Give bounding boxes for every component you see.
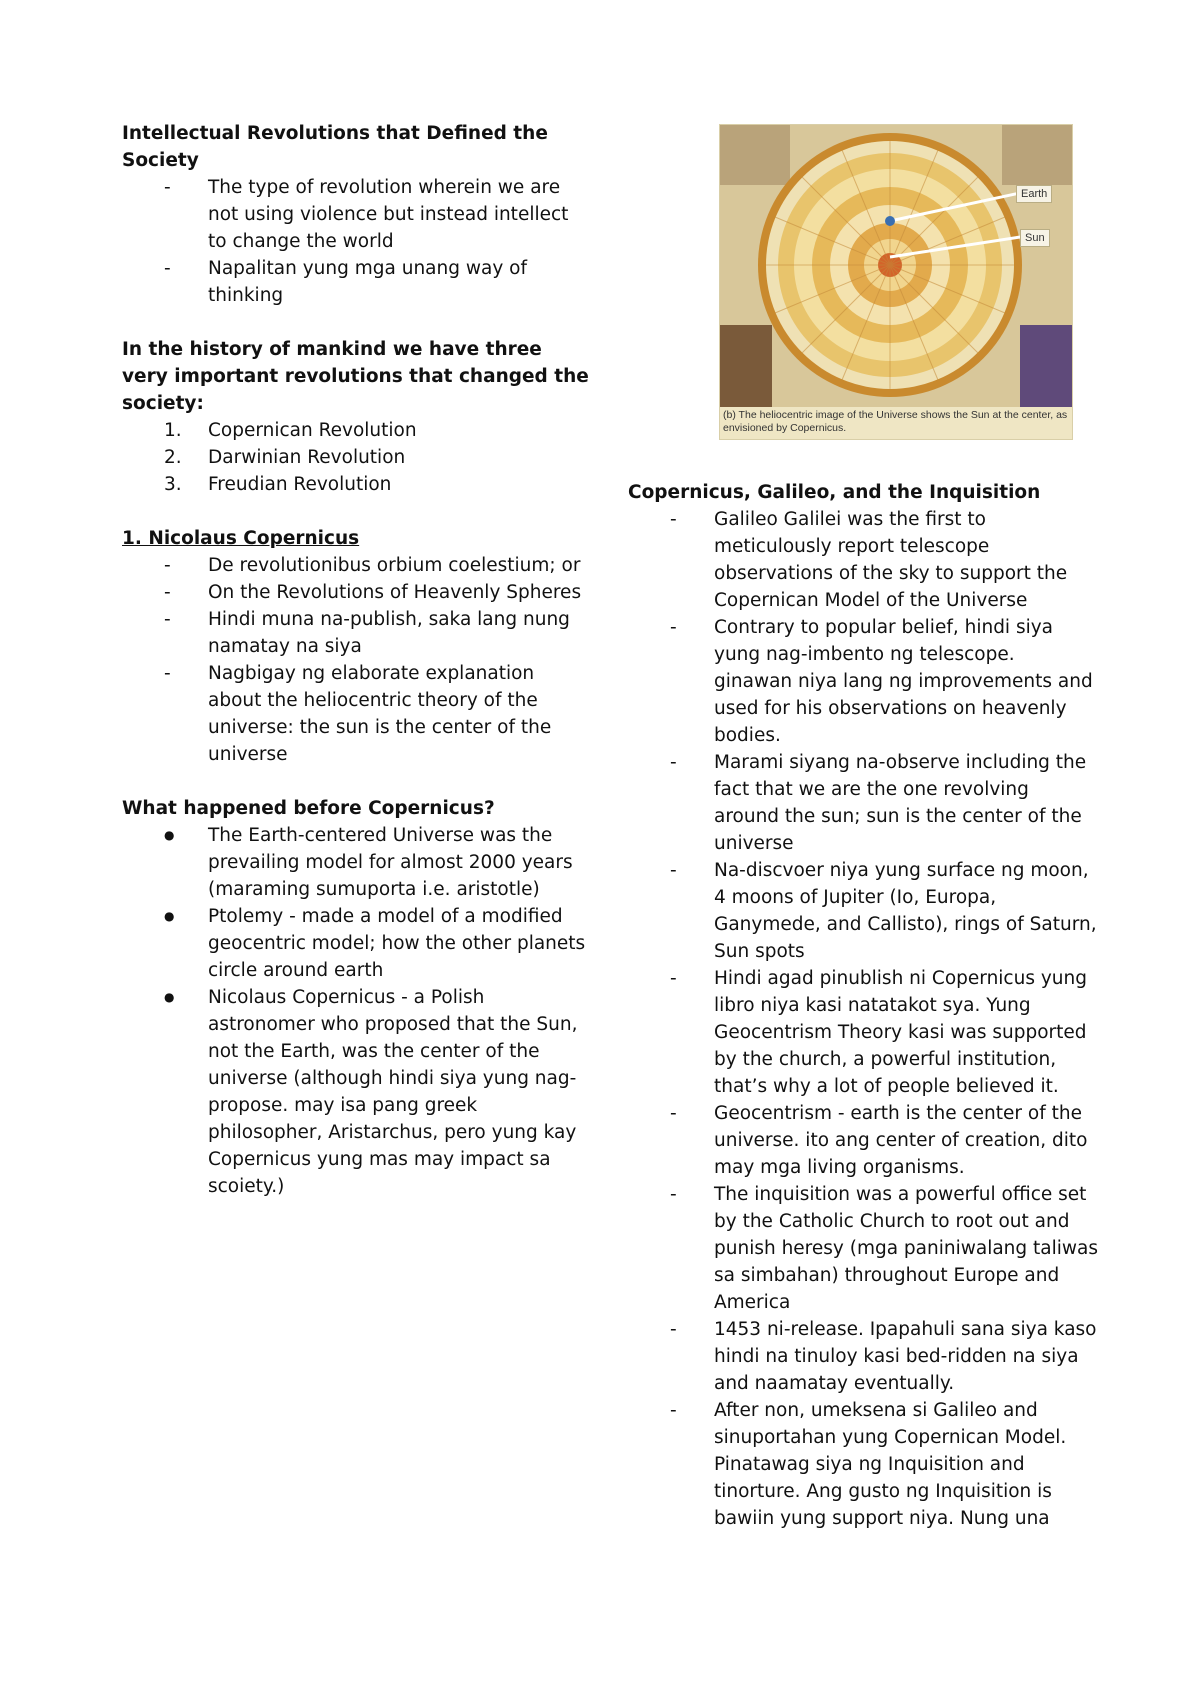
list-item: - Na-discvoer niya yung surface ng moon, 4 moons of Jupiter (Io, Europa, Ganymede, and Callisto), rings of Saturn, Sun spots [628, 857, 1098, 965]
dash-marker: - [164, 663, 171, 684]
list-item: - Nagbigay ng elaborate explanation about the heliocentric theory of the universe: the sun is the center of the universe [122, 660, 592, 768]
list-item: - Hindi agad pinublish ni Copernicus yung libro niya kasi natatakot sya. Yung Geocentrism Theory kasi was supported by the church, a powerful institution, that’s why a lot of people believed it. [628, 965, 1098, 1100]
list-item: ● Nicolaus Copernicus - a Polish astronomer who proposed that the Sun, not the Earth, was the center of the universe (although hindi siya yung nag-propose. may isa pang greek philosopher, Aristarchus, pero yung kay Copernicus yung mas may impact sa scoiety.) [122, 984, 592, 1200]
bullet-marker: ● [164, 828, 175, 842]
dash-marker: - [670, 1103, 677, 1124]
list-item: 3. Freudian Revolution [164, 474, 392, 495]
inquisition-list [628, 506, 1098, 1532]
before-list [122, 822, 592, 1200]
dash-marker: - [670, 617, 677, 638]
intro-heading: Intellectual Revolutions that Defined the Society [122, 123, 548, 171]
list-item: ● Ptolemy - made a model of a modified geocentric model; how the other planets circle around earth [122, 903, 592, 984]
list-item: - The type of revolution wherein we are not using violence but instead intellect to change the world [122, 174, 592, 255]
list-item: 2. Darwinian Revolution [164, 447, 406, 468]
dash-marker: - [670, 509, 677, 530]
earth-label: Earth [1016, 185, 1052, 203]
history-heading: In the history of mankind we have three very important revolutions that changed the society: [122, 339, 589, 414]
list-item: 1. Copernican Revolution [164, 420, 417, 441]
list-item: - After non, umeksena si Galileo and sinuportahan yung Copernican Model. Pinatawag siya ng Inquisition and tinorture. Ang gusto ng Inquisition is bawiin yung support niya. Nung una [628, 1397, 1098, 1532]
dash-marker: - [670, 860, 677, 881]
list-item: - 1453 ni-release. Ipapahuli sana siya kaso hindi na tinuloy kasi bed-ridden na siya and naamatay eventually. [628, 1316, 1098, 1397]
list-item: - Contrary to popular belief, hindi siya yung nag-imbento ng telescope. ginawan niya lang ng improvements and used for his observations on heavenly bodies. [628, 614, 1098, 749]
copernicus-list [122, 552, 592, 768]
dash-marker: - [164, 609, 171, 630]
list-item: - Galileo Galilei was the first to meticulously report telescope observations of the sky to support the Copernican Model of the Universe [628, 506, 1098, 614]
before-copernicus-heading: What happened before Copernicus? [122, 798, 495, 819]
dash-marker: - [164, 177, 171, 198]
dash-marker: - [670, 752, 677, 773]
list-item: - Geocentrism - earth is the center of the universe. ito ang center of creation, dito may mga living organisms. [628, 1100, 1098, 1181]
dash-marker: - [670, 968, 677, 989]
left-column [122, 120, 592, 1200]
dash-marker: - [670, 1184, 677, 1205]
heliocentric-figure [719, 124, 1073, 440]
figure-caption: (b) The heliocentric image of the Universe shows the Sun at the center, as envisioned by Copernicus. [723, 409, 1068, 434]
dash-marker: - [164, 555, 171, 576]
intro-list [122, 174, 592, 309]
list-item: - The inquisition was a powerful office set by the Catholic Church to root out and punish heresy (mga paniniwalang taliwas sa simbahan) throughout Europe and America [628, 1181, 1098, 1316]
dash-marker: - [164, 582, 171, 603]
bullet-marker: ● [164, 990, 175, 1004]
copernicus-heading: 1. Nicolaus Copernicus [122, 528, 360, 549]
dash-marker: - [670, 1400, 677, 1421]
dash-marker: - [670, 1319, 677, 1340]
list-item: - De revolutionibus orbium coelestium; or [122, 552, 592, 579]
list-item: ● The Earth-centered Universe was the prevailing model for almost 2000 years (maraming sumuporta i.e. aristotle) [122, 822, 592, 903]
heliocentric-illustration [720, 125, 1072, 407]
revolutions-list [122, 417, 592, 498]
list-item: - On the Revolutions of Heavenly Spheres [122, 579, 592, 606]
bullet-marker: ● [164, 909, 175, 923]
right-column [628, 124, 1098, 1532]
list-item: - Hindi muna na-publish, saka lang nung namatay na siya [122, 606, 592, 660]
list-item: - Napalitan yung mga unang way of thinking [122, 255, 592, 309]
inquisition-heading: Copernicus, Galileo, and the Inquisition [628, 482, 1041, 503]
dash-marker: - [164, 258, 171, 279]
sun-label: Sun [1020, 229, 1050, 247]
list-item: - Marami siyang na-observe including the fact that we are the one revolving around the sun; sun is the center of the universe [628, 749, 1098, 857]
